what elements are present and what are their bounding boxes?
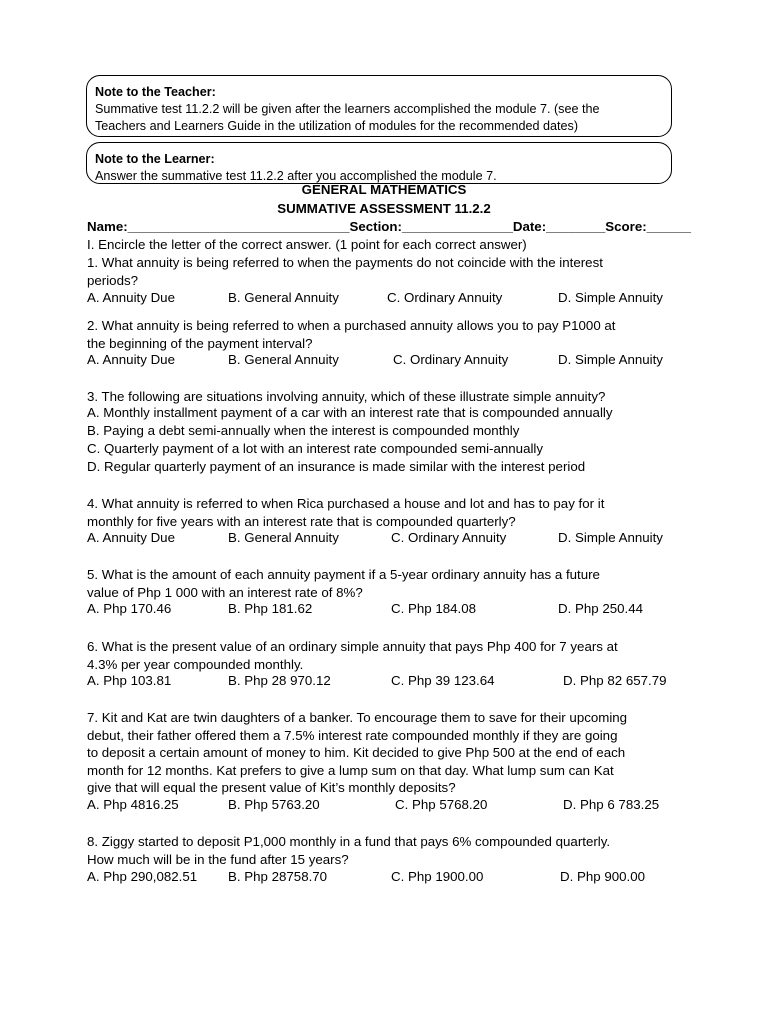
- question-8-line-1: 8. Ziggy started to deposit P1,000 monthly in a fund that pays 6% compounded quarterly.: [87, 834, 611, 849]
- option-b[interactable]: B. Php 28758.70: [228, 869, 328, 884]
- question-7-line-4: month for 12 months. Kat prefers to give a lump sum on that day. What lump sum can Kat: [87, 762, 614, 778]
- learner-note-title: Note to the Learner:: [95, 152, 215, 166]
- question-8-options: [87, 869, 687, 887]
- question-6-line-1: 6. What is the present value of an ordinary simple annuity that pays Php 400 for 7 years at: [87, 639, 618, 654]
- question-4: [87, 495, 687, 530]
- option-a[interactable]: A. Annuity Due: [87, 530, 175, 545]
- option-c[interactable]: C. Ordinary Annuity: [391, 530, 507, 545]
- subject-title: GENERAL MATHEMATICS: [301, 182, 467, 197]
- assessment-title: SUMMATIVE ASSESSMENT 11.2.2: [277, 201, 491, 216]
- option-b[interactable]: B. General Annuity: [228, 530, 339, 545]
- question-1-options: [87, 290, 687, 308]
- question-7-line-3: to deposit a certain amount of money to him. Kit decided to give Php 500 at the end of each: [87, 745, 626, 760]
- option-c[interactable]: C. Php 184.08: [391, 601, 477, 616]
- question-5: [87, 566, 687, 601]
- question-5-line-1: 5. What is the amount of each annuity payment if a 5-year ordinary annuity has a future: [87, 567, 600, 582]
- question-6: [87, 638, 687, 673]
- learner-note-box: [86, 142, 672, 184]
- teacher-note-box: [86, 75, 672, 137]
- question-3-line-1: 3. The following are situations involving annuity, which of these illustrate simple annuity?: [87, 389, 606, 404]
- question-7-line-1: 7. Kit and Kat are twin daughters of a banker. To encourage them to save for their upcoming: [87, 710, 628, 725]
- option-a[interactable]: A. Php 170.46: [87, 601, 172, 616]
- option-c[interactable]: C. Ordinary Annuity: [393, 352, 509, 367]
- question-7-options: [87, 797, 687, 815]
- question-8: [87, 833, 687, 868]
- option-c[interactable]: C. Php 5768.20: [395, 797, 488, 812]
- option-d[interactable]: D. Php 250.44: [558, 601, 644, 616]
- question-2-line-1: 2. What annuity is being referred to when a purchased annuity allows you to pay P1000 at: [87, 318, 616, 333]
- instructions: I. Encircle the letter of the correct answer. (1 point for each correct answer): [87, 237, 527, 252]
- option-d[interactable]: D. Simple Annuity: [558, 530, 663, 545]
- question-2-options: [87, 352, 687, 370]
- option-d[interactable]: D. Php 900.00: [560, 869, 646, 884]
- question-7-line-2: debut, their father offered them a 7.5% interest rate compounded monthly if they are going: [87, 727, 618, 743]
- option-b[interactable]: B. General Annuity: [228, 290, 339, 305]
- option-c[interactable]: C. Php 39 123.64: [391, 673, 495, 688]
- question-3-choice-b[interactable]: B. Paying a debt semi-annually when the interest is compounded monthly: [87, 423, 520, 438]
- question-7-line-5: give that will equal the present value of Kit’s monthly deposits?: [87, 780, 456, 795]
- option-b[interactable]: B. Php 181.62: [228, 601, 313, 616]
- question-6-options: [87, 673, 687, 691]
- learner-note-line-1: Answer the summative test 11.2.2 after you accomplished the module 7.: [95, 169, 497, 183]
- option-d[interactable]: D. Simple Annuity: [558, 352, 663, 367]
- teacher-note-line-2: Teachers and Learners Guide in the utilization of modules for the recommended dates): [95, 119, 579, 133]
- teacher-note-line-1: Summative test 11.2.2 will be given after the learners accomplished the module 7. (see the: [95, 102, 600, 116]
- question-3: [87, 388, 687, 406]
- question-3-choice-d[interactable]: D. Regular quarterly payment of an insurance is made similar with the interest period: [87, 459, 586, 474]
- option-b[interactable]: B. Php 5763.20: [228, 797, 320, 812]
- option-b[interactable]: B. Php 28 970.12: [228, 673, 331, 688]
- question-2: [87, 317, 687, 352]
- student-info-fields: Name:______________________________Section:_______________Date:________Score:______: [87, 219, 692, 234]
- option-d[interactable]: D. Php 6 783.25: [563, 797, 660, 812]
- teacher-note-title: Note to the Teacher:: [95, 85, 216, 99]
- question-4-line-1: 4. What annuity is referred to when Rica purchased a house and lot and has to pay for it: [87, 496, 605, 511]
- option-d[interactable]: D. Simple Annuity: [558, 290, 663, 305]
- option-a[interactable]: A. Php 4816.25: [87, 797, 179, 812]
- question-4-options: [87, 530, 687, 548]
- question-4-line-2: monthly for five years with an interest rate that is compounded quarterly?: [87, 513, 516, 529]
- question-5-options: [87, 601, 687, 619]
- question-1-line-2: periods?: [87, 272, 139, 288]
- question-5-line-2: value of Php 1 000 with an interest rate of 8%?: [87, 584, 363, 600]
- option-d[interactable]: D. Php 82 657.79: [563, 673, 667, 688]
- option-c[interactable]: C. Ordinary Annuity: [387, 290, 503, 305]
- question-6-line-2: 4.3% per year compounded monthly.: [87, 656, 304, 672]
- option-a[interactable]: A. Php 103.81: [87, 673, 172, 688]
- option-a[interactable]: A. Php 290,082.51: [87, 869, 198, 884]
- question-2-line-2: the beginning of the payment interval?: [87, 335, 313, 351]
- question-1-line-1: 1. What annuity is being referred to when the payments do not coincide with the interest: [87, 255, 603, 270]
- option-a[interactable]: A. Annuity Due: [87, 352, 175, 367]
- question-8-line-2: How much will be in the fund after 15 years?: [87, 851, 349, 867]
- question-7: [87, 709, 687, 797]
- option-c[interactable]: C. Php 1900.00: [391, 869, 484, 884]
- question-3-choice-c[interactable]: C. Quarterly payment of a lot with an interest rate compounded semi-annually: [87, 441, 544, 456]
- question-1: [87, 254, 687, 289]
- option-a[interactable]: A. Annuity Due: [87, 290, 175, 305]
- option-b[interactable]: B. General Annuity: [228, 352, 339, 367]
- question-3-choice-a[interactable]: A. Monthly installment payment of a car with an interest rate that is compounded annually: [87, 405, 613, 420]
